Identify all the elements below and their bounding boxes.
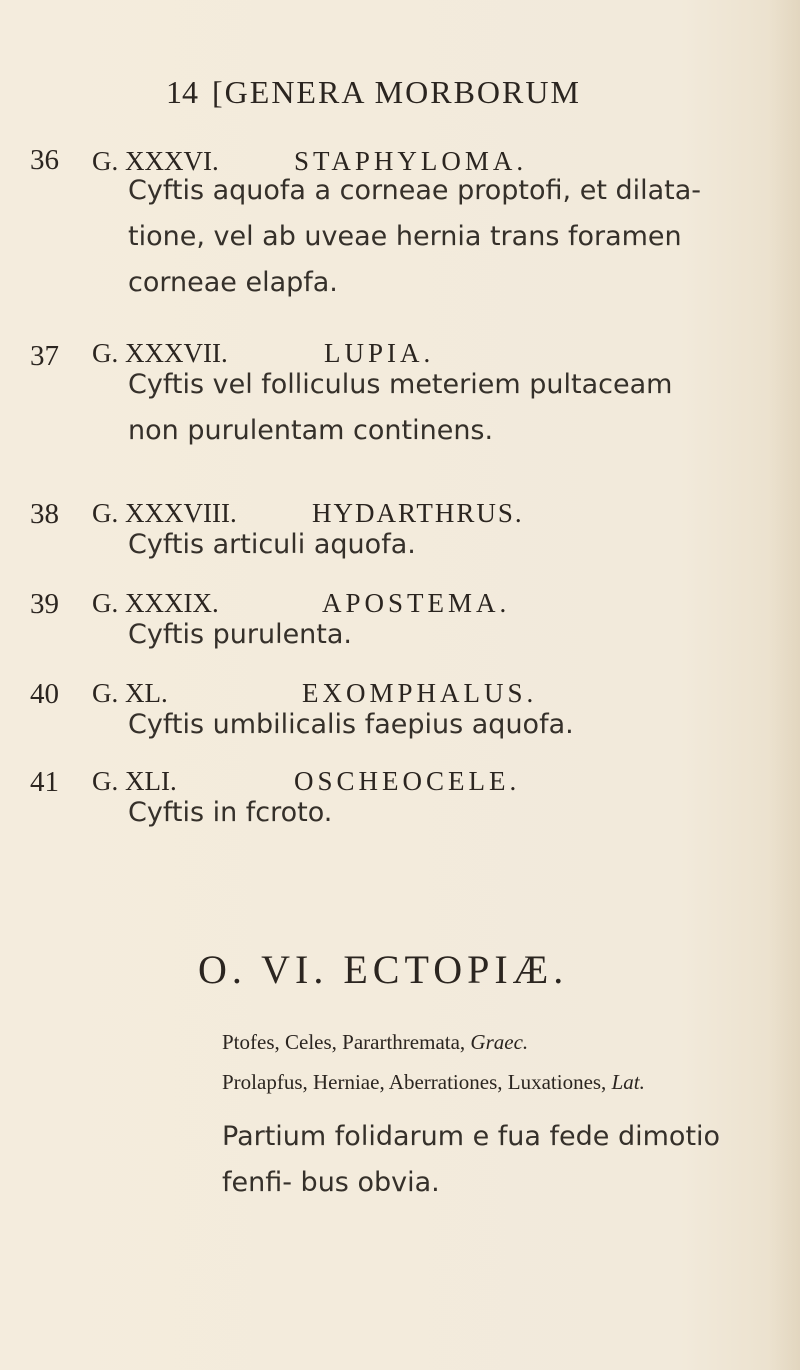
running-title: [GENERA MORBORUM — [212, 74, 581, 110]
page-number: 14 — [166, 74, 198, 110]
genus-number: G. XLI. — [92, 766, 177, 796]
genus-number: G. XXXIX. — [92, 588, 219, 618]
genus-description: Cyftis aquofa a corneae proptofi, et dilata- tione, vel ab uveae hernia trans foramen corneae elapfa. — [128, 175, 702, 298]
genus-description: Cyftis articuli aquofa. — [128, 529, 416, 560]
genus-name: HYDARTHRUS. — [312, 498, 524, 528]
language-label: Graec. — [470, 1030, 529, 1054]
entry-number: 38 — [30, 498, 59, 530]
genus-description: Cyftis vel folliculus meteriem pultaceam non purulentam continens. — [128, 369, 673, 446]
entry-number: 36 — [30, 144, 59, 176]
genus-name: APOSTEMA. — [322, 588, 511, 618]
entry-number: 39 — [30, 588, 59, 620]
genus-name: EXOMPHALUS. — [302, 678, 538, 708]
order-title: O. VI. ECTOPIÆ. — [198, 947, 569, 992]
language-label: Lat. — [611, 1070, 645, 1094]
genus-name: OSCHEOCELE. — [294, 766, 521, 796]
synonyms-latin-text: Prolapfus, Herniae, Aberrationes, Luxationes, — [222, 1070, 607, 1094]
synonyms-greek-text: Ptofes, Celes, Pararthremata, — [222, 1030, 466, 1054]
order-synonyms-greek — [222, 1030, 528, 1055]
genus-number: G. XXXVII. — [92, 338, 228, 368]
genus-description: Cyftis purulenta. — [128, 619, 353, 650]
genus-description: Cyftis umbilicalis faepius aquofa. — [128, 709, 574, 740]
running-header — [166, 74, 581, 111]
genus-name: STAPHYLOMA. — [294, 146, 528, 176]
entry-number: 40 — [30, 678, 59, 710]
genus-name: LUPIA. — [324, 338, 435, 368]
genus-number: G. XL. — [92, 678, 168, 708]
entry-number: 37 — [30, 340, 59, 372]
genus-number: G. XXXVI. — [92, 146, 219, 176]
genus-description: Cyftis in fcroto. — [128, 797, 333, 828]
order-definition: Partium folidarum e fua fede dimotio fenfi- bus obvia. — [222, 1121, 721, 1198]
genus-number: G. XXXVIII. — [92, 498, 237, 528]
entry-number: 41 — [30, 766, 59, 798]
order-synonyms-latin — [222, 1070, 645, 1095]
